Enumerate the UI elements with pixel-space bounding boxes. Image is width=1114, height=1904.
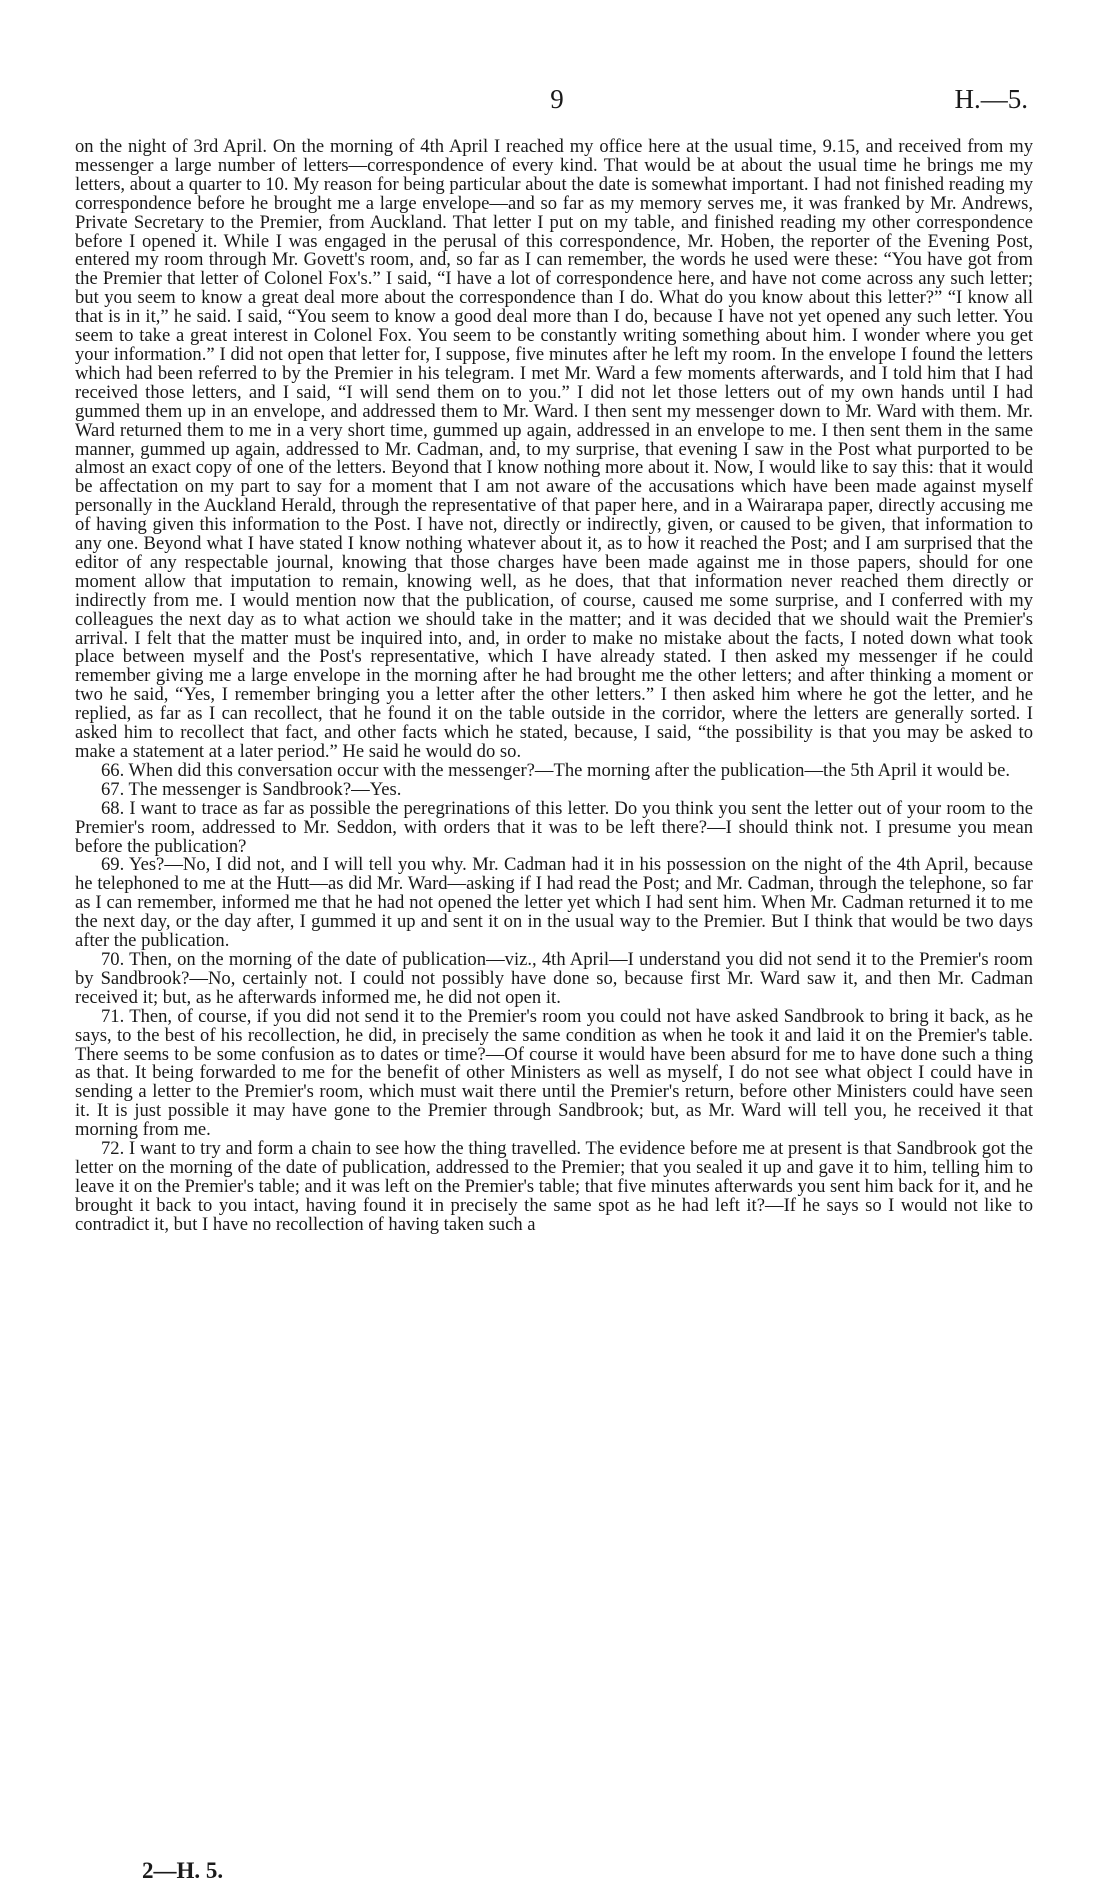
question-67: 67. The messenger is Sandbrook?—Yes.: [101, 778, 402, 800]
question-72: 72. I want to try and form a chain to see how the thing travelled. The evidence before me at present is that Sandbrook got the letter on the morning of the date of publication, addressed to the Premier; that you sealed it up and gave it to him, telling him to leave it on the Premier's table; and it was left on the Premier's table; that five minutes afterwards you sent him back for it, and he brought it back to you intact, having found it in precisely the same spot as he had left it?—If he says so I would not like to contradict it, but I have no recollection of having taken such a: [75, 1138, 1033, 1235]
body-text: [75, 138, 1033, 1235]
question-71: 71. Then, of course, if you did not send it to the Premier's room you could not have asked Sandbrook to bring it back, as he says, to the best of his recollection, he did, in precisely the same condition as when he took it and laid it on the Premier's table. There seems to be some confusion as to dates or time?—Of course it would have been absurd for me to have done such a thing as that. It being forwarded to me for the benefit of other Ministers as well as myself, I do not see what object I could have in sending a letter to the Premier's room, which must wait there until the Premier's return, before other Ministers could have seen it. It is just possible it may have gone to the Premier through Sandbrook; but, as Mr. Ward will tell you, he received it that morning from me.: [75, 1005, 1033, 1141]
page-number: 9: [550, 84, 564, 114]
signature-mark: 2—H. 5.: [142, 1858, 224, 1883]
question-68: 68. I want to trace as far as possible the peregrinations of this letter. Do you think you sent the letter out of your room to the Premier's room, addressed to Mr. Seddon, with orders that it was to be left there?—I should think not. I presume you mean before the publication?: [75, 797, 1033, 857]
paragraph-continuation: on the night of 3rd April. On the morning of 4th April I reached my office here at the usual time, 9.15, and received from my messenger a large number of letters—correspondence of every kind. That would be at about the usual time he brings me my letters, about a quarter to 10. My reason for being particular about the date is somewhat important. I had not finished reading my correspondence before he brought me a large envelope—and so far as my memory serves me, it was franked by Mr. Andrews, Private Secretary to the Premier, from Auckland. That letter I put on my table, and finished reading my other correspondence before I opened it. While I was engaged in the perusal of this correspondence, Mr. Hoben, the reporter of the Evening Post, entered my room through Mr. Govett's room, and, so far as I can remember, the words he used were these: “You have got from the Premier that letter of Colonel Fox's.” I said, “I have a lot of correspondence here, and have not come across any such letter; but you seem to know a great deal more about the correspondence than I do. What do you know about this letter?” “I know all that is in it,” he said. I said, “You seem to know a good deal more than I do, because I have not yet opened any such letter. You seem to take a great interest in Colonel Fox. You seem to be constantly writing something about him. I wonder where you get your information.” I did not open that letter for, I suppose, five minutes after he left my room. In the envelope I found the letters which had been referred to by the Premier in his telegram. I met Mr. Ward a few moments afterwards, and I told him that I had received those letters, and I said, “I will send them on to you.” I did not let those letters out of my own hands until I had gummed them up in an envelope, and addressed them to Mr. Ward. I then sent my messenger down to Mr. Ward with them. Mr. Ward returned them to me in a very short time, gummed up again, addressed in an envelope to me. I then sent them in the same manner, gummed up again, addressed to Mr. Cadman, and, to my surprise, that evening I saw in the Post what purported to be almost an exact copy of one of the letters. Beyond that I know nothing more about it. Now, I would like to say this: that it would be affectation on my part to say for a moment that I am not aware of the accusations which have been made against myself personally in the Auckland Herald, through the representative of that paper here, and in a Wairarapa paper, directly accusing me of having given this information to the Post. I have not, directly or indirectly, given, or caused to be given, that information to any one. Beyond what I have stated I know nothing whatever about it, as to how it reached the Post; and I am surprised that the editor of any respectable journal, knowing that those charges have been made against me in those papers, should for one moment allow that imputation to remain, knowing well, as he does, that that information never reached them directly or indirectly from me. I would mention now that the publication, of course, caused me some surprise, and I conferred with my colleagues the next day as to what action we should take in the matter; and it was decided that we should wait the Premier's arrival. I felt that the matter must be inquired into, and, in order to make no mistake about the facts, I noted down what took place between myself and the Post's representative, which I have already stated. I then asked my messenger if he could remember giving me a large envelope in the morning after he had brought me the other letters; and after thinking a moment or two he said, “Yes, I remember bringing you a letter after the other letters.” I then asked him where he got the letter, and he replied, as far as I can recollect, that he found it on the table outside in the corridor, where the letters are generally sorted. I asked him to recollect that fact, and other facts which he stated, because, I said, “the possibility is that you may be asked to make a statement at a later period.” He said he would do so.: [75, 136, 1033, 762]
question-70: 70. Then, on the morning of the date of publication—viz., 4th April—I understand you did not send it to the Premier's room by Sandbrook?—No, certainly not. I could not possibly have done so, because first Mr. Ward saw it, and then Mr. Cadman received it; but, as he afterwards informed me, he did not open it.: [75, 948, 1033, 1008]
question-66: 66. When did this conversation occur with the messenger?—The morning after the publication—the 5th April it would be.: [101, 759, 1010, 781]
document-reference: H.—5.: [954, 84, 1028, 114]
question-69: 69. Yes?—No, I did not, and I will tell you why. Mr. Cadman had it in his possession on the night of the 4th April, because he telephoned to me at the Hutt—as did Mr. Ward—asking if I had read the Post; and Mr. Cadman, through the telephone, so far as I can remember, informed me that he had not opened the letter yet which I had sent him. When Mr. Cadman returned it to me the next day, or the day after, I gummed it up and sent it on in the usual way to the Premier. But I think that would be two days after the publication.: [75, 854, 1033, 952]
